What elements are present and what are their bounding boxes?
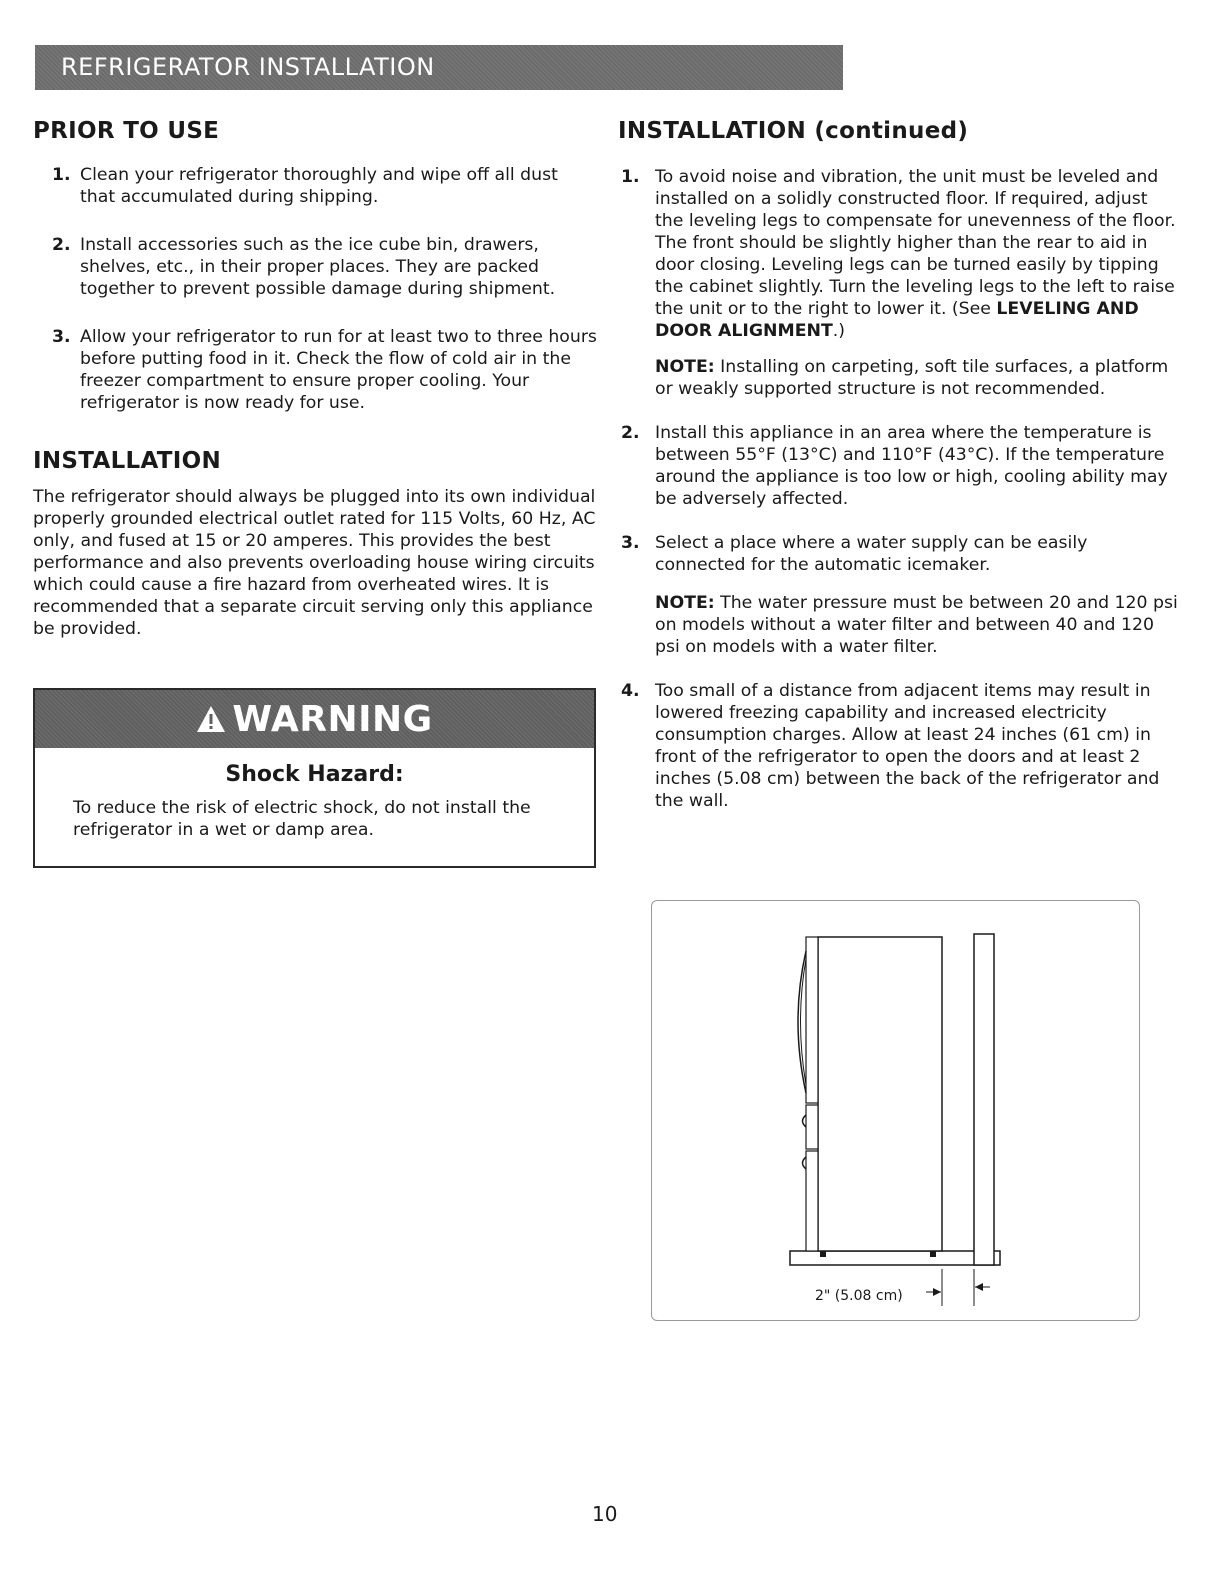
warning-label: WARNING bbox=[232, 698, 433, 740]
step-text: Allow your refrigerator to run for at least two to three hours before putting food in it. Check the flow of cold air in the freezer compartment to ensure proper cooling. Your refrigerator is now ready for use. bbox=[80, 327, 597, 413]
clearance-dimension-label: 2" (5.08 cm) bbox=[815, 1288, 903, 1304]
shock-hazard-title: Shock Hazard: bbox=[225, 762, 404, 787]
note-water-pressure bbox=[618, 592, 1178, 658]
prior-to-use-heading: PRIOR TO USE bbox=[33, 118, 220, 144]
step-text: Install this appliance in an area where the temperature is between 55°F (13°C) and 110°F (43°C). If the temperature around the appliance is too low or high, cooling ability may be adversely affected. bbox=[655, 423, 1168, 509]
install-step-3 bbox=[618, 532, 1178, 576]
warning-body: To reduce the risk of electric shock, do not install the refrigerator in a wet or damp area. bbox=[73, 798, 531, 840]
page-number: 10 bbox=[592, 1502, 618, 1526]
installation-body: The refrigerator should always be plugged into its own individual properly grounded electrical outlet rated for 115 Volts, 60 Hz, AC only, and fused at 15 or 20 amperes. This provides the best performance and also prevents overloading house wiring circuits which could cause a fire hazard from overheated wires. It is recommended that a separate circuit serving only this appliance be provided. bbox=[33, 487, 596, 639]
refrigerator-side-view-illustration bbox=[652, 901, 1139, 1320]
warning-triangle-icon bbox=[196, 705, 226, 733]
install-step-2 bbox=[618, 422, 1178, 510]
step-text: Too small of a distance from adjacent items may result in lowered freezing capability and increased electricity consumption charges. Allow at least 24 inches (61 cm) in front of the refrigerator to open the doors and at least 2 inches (5.08 cm) between the back of the refrigerator and the wall. bbox=[655, 681, 1160, 811]
note-label: NOTE: bbox=[655, 593, 715, 613]
banner-title: REFRIGERATOR INSTALLATION bbox=[61, 53, 435, 81]
step-text-end: .) bbox=[832, 321, 846, 341]
installation-heading: INSTALLATION bbox=[33, 448, 222, 474]
step-text: Select a place where a water supply can be easily connected for the automatic icemaker. bbox=[655, 533, 1088, 575]
note-text: Installing on carpeting, soft tile surfaces, a platform or weakly supported structure is not recommended. bbox=[655, 357, 1169, 399]
step-text: To avoid noise and vibration, the unit must be leveled and installed on a solidly constructed floor. If required, adjust the leveling legs to compensate for unevenness of the floor. The front should be slightly higher than the rear to aid in door closing. Leveling legs can be turned easily by tipping the cabinet slightly. Turn the leveling legs to the left to raise the unit or to the right to lower it. (See bbox=[655, 167, 1176, 319]
clearance-diagram bbox=[651, 900, 1140, 1321]
install-step-1 bbox=[618, 166, 1178, 342]
note-text: The water pressure must be between 20 and 120 psi on models without a water filter and between 40 and 120 psi on models with a water filter. bbox=[655, 593, 1178, 657]
prior-step-1 bbox=[33, 164, 598, 208]
installation-continued-heading: INSTALLATION (continued) bbox=[618, 118, 969, 144]
step-text: Install accessories such as the ice cube bin, drawers, shelves, etc., in their proper places. They are packed together to prevent possible damage during shipment. bbox=[80, 235, 556, 299]
step-number: 2. bbox=[52, 235, 71, 255]
install-step-4 bbox=[618, 680, 1178, 812]
step-number: 1. bbox=[52, 165, 71, 185]
prior-step-3 bbox=[33, 326, 598, 414]
step-number: 2. bbox=[621, 423, 640, 443]
step-number: 1. bbox=[621, 167, 640, 187]
right-column bbox=[618, 118, 1178, 812]
note-label: NOTE: bbox=[655, 357, 715, 377]
note-flooring bbox=[618, 356, 1178, 400]
warning-header bbox=[35, 690, 594, 748]
step-text: Clean your refrigerator thoroughly and wipe off all dust that accumulated during shipping. bbox=[80, 165, 558, 207]
shock-warning-box bbox=[33, 688, 596, 868]
step-number: 3. bbox=[52, 327, 71, 347]
step-number: 4. bbox=[621, 681, 640, 701]
left-column bbox=[33, 118, 598, 640]
prior-step-2 bbox=[33, 234, 598, 300]
leveling-reference: LEVELING AND DOOR ALIGNMENT bbox=[655, 299, 1139, 341]
step-number: 3. bbox=[621, 533, 640, 553]
section-banner bbox=[35, 45, 843, 90]
